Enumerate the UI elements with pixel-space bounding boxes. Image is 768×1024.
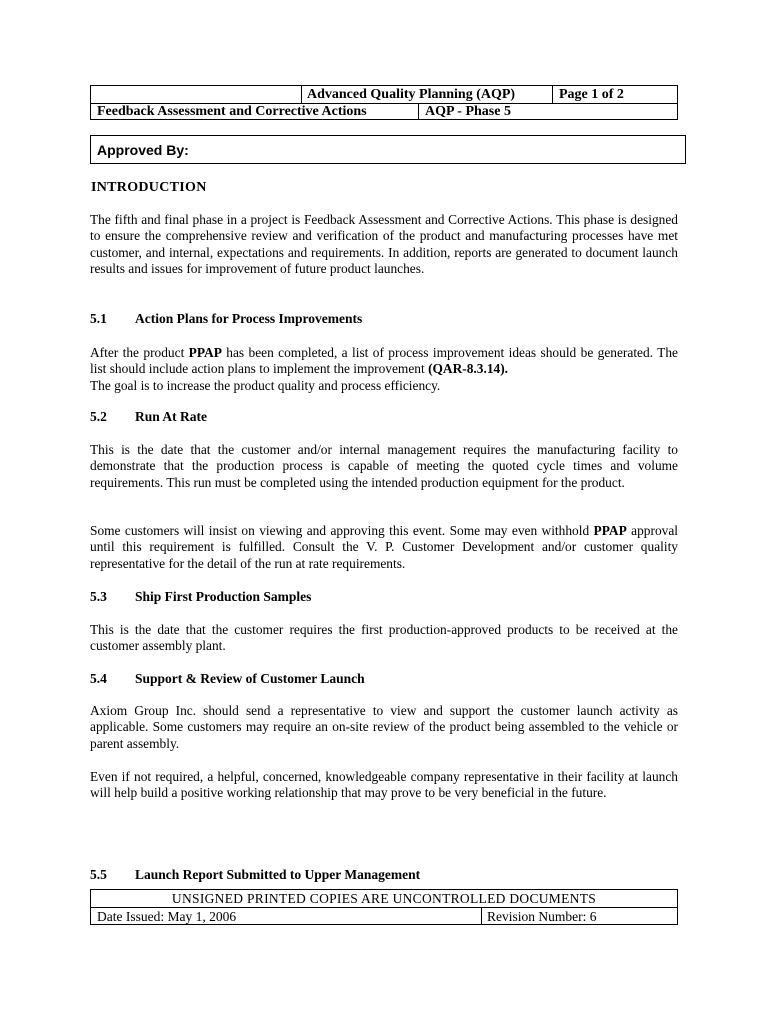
section-heading	[90, 311, 362, 327]
ppap-term: PPAP	[188, 345, 222, 360]
page-number: Page 1 of 2	[559, 87, 624, 102]
footer-divider	[481, 907, 482, 924]
phase-label: AQP - Phase 5	[425, 104, 511, 119]
section-paragraph: This is the date that the customer requires the first production-approved products to be received at the customer assembly plant.	[90, 622, 678, 654]
section-number: 5.4	[90, 671, 107, 686]
text-run: has been completed, a list of process improvement ideas should be generated. The list should include action plans to implement the improvement	[90, 345, 678, 377]
section-title: Ship First Production Samples	[135, 589, 312, 604]
section-paragraph: Even if not required, a helpful, concerned, knowledgeable company representative in their facility at launch will help build a positive working relationship that may prove to be very beneficial in the future.	[90, 769, 678, 801]
section-title: Run At Rate	[135, 409, 208, 424]
footer-table	[90, 889, 678, 925]
section-heading	[90, 589, 311, 605]
approved-by-label: Approved By:	[97, 142, 189, 158]
footer-divider	[91, 907, 677, 908]
text-run: After the product	[90, 345, 189, 360]
text-run: Some customers will insist on viewing and approving this event. Some may even withhold	[90, 523, 594, 538]
section-paragraph	[90, 345, 678, 394]
section-title: Launch Report Submitted to Upper Management	[135, 867, 421, 882]
text-run: approval until this requirement is fulfilled. Consult the V. P. Customer Development and/or customer quality representative for the detail of the run at rate requirements.	[90, 523, 678, 571]
header-table	[90, 85, 678, 120]
document-subject: Feedback Assessment and Corrective Actions	[97, 104, 367, 119]
section-paragraph	[90, 523, 678, 572]
revision-number: Revision Number: 6	[487, 909, 597, 924]
header-divider	[301, 86, 302, 103]
date-issued: Date Issued: May 1, 2006	[97, 909, 237, 924]
header-divider	[418, 103, 419, 119]
section-heading	[90, 409, 207, 425]
intro-heading: INTRODUCTION	[91, 180, 207, 195]
section-number: 5.1	[90, 311, 107, 326]
reference-code: (QAR-8.3.14).	[428, 361, 509, 377]
section-title: Action Plans for Process Improvements	[135, 311, 363, 326]
section-number: 5.5	[90, 867, 107, 882]
section-heading	[90, 671, 365, 687]
section-paragraph: This is the date that the customer and/or internal management requires the manufacturing facility to demonstrate that the production process is capable of meeting the quoted cycle times and volume requirements. This run must be completed using the intended production equipment for the product.	[90, 442, 678, 490]
ppap-term: PPAP	[593, 523, 627, 538]
intro-paragraph: The fifth and final phase in a project is Feedback Assessment and Corrective Actions. This phase is designed to ensure the comprehensive review and verification of the product and manufacturing processes have met customer, and internal, expectations and requirements. In addition, reports are generated to document launch results and issues for improvement of future product launches.	[90, 212, 678, 277]
section-number: 5.3	[90, 589, 107, 604]
document-title: Advanced Quality Planning (AQP)	[307, 87, 516, 102]
section-paragraph: Axiom Group Inc. should send a representative to view and support the customer launch activity as applicable. Some customers may require an on-site review of the product being assembled to the vehicle or parent assembly.	[90, 703, 678, 751]
section-title: Support & Review of Customer Launch	[135, 671, 365, 686]
header-divider	[552, 86, 553, 103]
section-heading	[90, 867, 420, 883]
text-run: The goal is to increase the product quality and process efficiency.	[90, 377, 441, 393]
uncontrolled-notice: UNSIGNED PRINTED COPIES ARE UNCONTROLLED DOCUMENTS	[171, 891, 597, 906]
section-number: 5.2	[90, 409, 107, 424]
approved-by-box	[90, 135, 686, 164]
